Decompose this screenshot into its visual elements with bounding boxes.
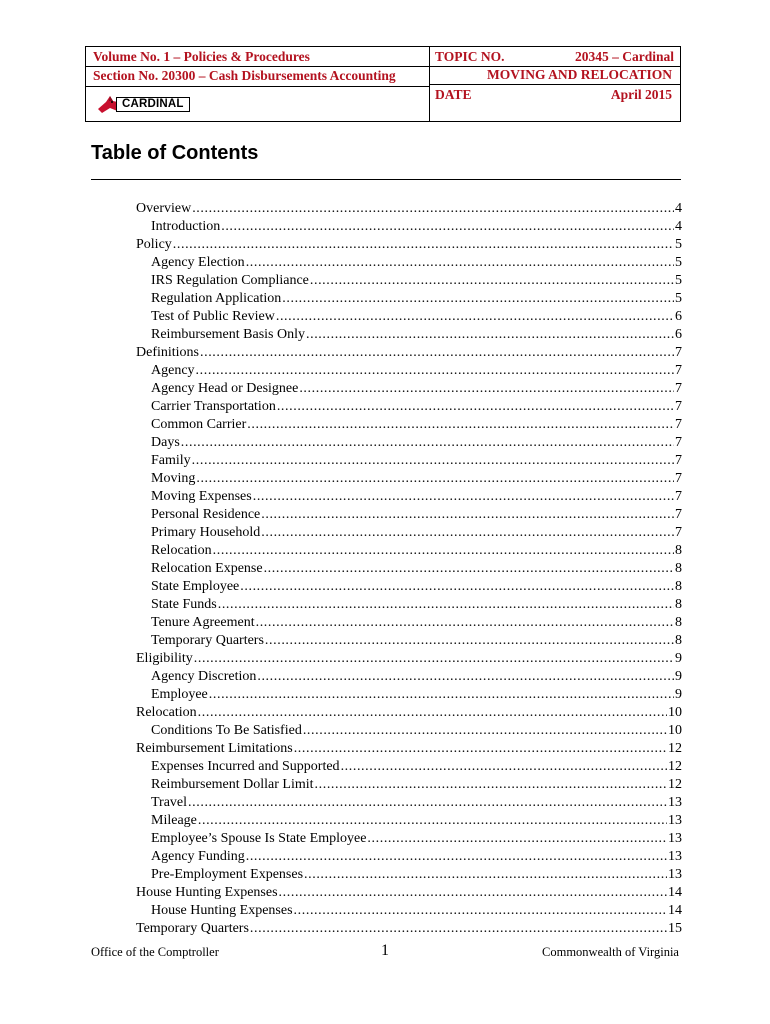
toc-leader-dots xyxy=(264,560,674,578)
toc-entry-page: 5 xyxy=(675,273,682,288)
toc-entry[interactable] xyxy=(136,452,682,470)
toc-entry[interactable] xyxy=(136,686,682,704)
toc-entry[interactable] xyxy=(136,272,682,290)
toc-leader-dots xyxy=(198,812,667,830)
toc-entry-page: 13 xyxy=(668,795,682,810)
toc-entry[interactable] xyxy=(136,920,682,938)
toc-leader-dots xyxy=(213,542,674,560)
toc-entry-label: Relocation Expense xyxy=(151,561,263,576)
toc-entry[interactable] xyxy=(136,596,682,614)
toc-leader-dots xyxy=(279,884,667,902)
toc-entry[interactable] xyxy=(136,902,682,920)
toc-entry-label: Employee xyxy=(151,687,208,702)
toc-entry[interactable] xyxy=(136,434,682,452)
toc-leader-dots xyxy=(315,776,667,794)
toc-entry-page: 13 xyxy=(668,867,682,882)
toc-entry-label: Mileage xyxy=(151,813,197,828)
toc-leader-dots xyxy=(200,344,674,362)
toc-leader-dots xyxy=(192,200,674,218)
topic-value: 20345 – Cardinal xyxy=(574,49,674,64)
toc-leader-dots xyxy=(303,722,667,740)
toc-entry-page: 13 xyxy=(668,831,682,846)
toc-leader-dots xyxy=(299,380,674,398)
logo-box xyxy=(116,97,190,112)
topic-title: MOVING AND RELOCATION xyxy=(486,67,672,82)
toc-leader-dots xyxy=(198,704,667,722)
toc-entry-label: State Funds xyxy=(151,597,217,612)
toc-entry-page: 6 xyxy=(675,327,682,342)
toc-entry[interactable] xyxy=(136,776,682,794)
header-divider-left-1 xyxy=(86,66,429,67)
toc-entry-label: State Employee xyxy=(151,579,240,594)
cardinal-logo xyxy=(94,93,194,115)
toc-entry[interactable] xyxy=(136,668,682,686)
toc-entry-page: 7 xyxy=(675,507,682,522)
toc-entry[interactable] xyxy=(136,650,682,668)
toc-entry[interactable] xyxy=(136,362,682,380)
toc-entry[interactable] xyxy=(136,812,682,830)
toc-entry-page: 7 xyxy=(675,453,682,468)
toc-entry-label: Relocation xyxy=(136,705,197,720)
toc-leader-dots xyxy=(257,668,674,686)
toc-entry-page: 7 xyxy=(675,525,682,540)
toc-leader-dots xyxy=(294,740,667,758)
toc-entry-label: Regulation Application xyxy=(151,291,282,306)
toc-leader-dots xyxy=(196,470,674,488)
footer-right: Commonwealth of Virginia xyxy=(542,945,679,959)
toc-entry[interactable] xyxy=(136,830,682,848)
topic-label: TOPIC NO. xyxy=(435,49,505,64)
toc-entry-label: Travel xyxy=(151,795,188,810)
toc-leader-dots xyxy=(221,218,674,236)
toc-leader-dots xyxy=(250,920,667,938)
toc-leader-dots xyxy=(246,254,674,272)
toc-entry-page: 12 xyxy=(668,777,682,792)
toc-entry[interactable] xyxy=(136,740,682,758)
toc-entry-page: 5 xyxy=(675,291,682,306)
toc-entry-page: 15 xyxy=(668,921,682,936)
toc-entry-label: Carrier Transportation xyxy=(151,399,276,414)
toc-leader-dots xyxy=(276,308,674,326)
toc-entry-page: 10 xyxy=(668,705,682,720)
toc-entry-label: Agency Funding xyxy=(151,849,245,864)
toc-entry-page: 7 xyxy=(675,399,682,414)
toc-leader-dots xyxy=(240,578,674,596)
toc-entry-page: 5 xyxy=(675,255,682,270)
toc-entry[interactable] xyxy=(136,542,682,560)
toc-entry[interactable] xyxy=(136,326,682,344)
toc-entry-page: 14 xyxy=(668,885,682,900)
toc-entry-page: 8 xyxy=(675,597,682,612)
toc-entry[interactable] xyxy=(136,254,682,272)
toc-entry-page: 7 xyxy=(675,471,682,486)
toc-entry-page: 13 xyxy=(668,813,682,828)
toc-leader-dots xyxy=(196,362,674,380)
toc-entry[interactable] xyxy=(136,344,682,362)
toc-leader-dots xyxy=(192,452,674,470)
toc-leader-dots xyxy=(247,416,674,434)
toc-entry-page: 7 xyxy=(675,345,682,360)
toc-entry-label: Employee’s Spouse Is State Employee xyxy=(151,831,367,846)
toc-entry-page: 7 xyxy=(675,489,682,504)
toc-entry-page: 4 xyxy=(675,201,682,216)
toc-leader-dots xyxy=(181,434,674,452)
toc-entry[interactable] xyxy=(136,758,682,776)
toc-entry-label: Personal Residence xyxy=(151,507,261,522)
toc-entry-label: Reimbursement Limitations xyxy=(136,741,293,756)
toc-entry-page: 12 xyxy=(668,759,682,774)
toc-entry-label: Policy xyxy=(136,237,172,252)
toc-entry[interactable] xyxy=(136,200,682,218)
toc-entry-page: 8 xyxy=(675,561,682,576)
toc-leader-dots xyxy=(282,290,674,308)
section-label: Section No. 20300 – Cash Disbursements Accounting xyxy=(93,68,396,83)
volume-label: Volume No. 1 – Policies & Procedures xyxy=(93,49,310,64)
toc-entry[interactable] xyxy=(136,218,682,236)
toc-entry-label: Agency Head or Designee xyxy=(151,381,299,396)
toc-entry-page: 7 xyxy=(675,381,682,396)
page-title: Table of Contents xyxy=(91,142,259,164)
toc-leader-dots xyxy=(265,632,674,650)
toc-entry-page: 6 xyxy=(675,309,682,324)
toc-entry-label: IRS Regulation Compliance xyxy=(151,273,309,288)
toc-entry-page: 8 xyxy=(675,633,682,648)
toc-entry[interactable] xyxy=(136,560,682,578)
header-divider-right-2 xyxy=(429,84,680,85)
document-header xyxy=(85,46,681,122)
toc-entry[interactable] xyxy=(136,578,682,596)
toc-leader-dots xyxy=(294,902,667,920)
toc-entry-label: Common Carrier xyxy=(151,417,247,432)
toc-entry[interactable] xyxy=(136,704,682,722)
toc-entry-label: Agency Discretion xyxy=(151,669,257,684)
toc-leader-dots xyxy=(306,326,674,344)
toc-entry-label: Tenure Agreement xyxy=(151,615,255,630)
toc-entry-label: Conditions To Be Satisfied xyxy=(151,723,302,738)
toc-entry[interactable] xyxy=(136,524,682,542)
toc-leader-dots xyxy=(341,758,667,776)
toc-entry-label: Family xyxy=(151,453,191,468)
toc-entry-page: 10 xyxy=(668,723,682,738)
toc-leader-dots xyxy=(261,524,674,542)
toc-entry-label: Temporary Quarters xyxy=(151,633,264,648)
toc-leader-dots xyxy=(194,650,674,668)
toc-entry-label: Expenses Incurred and Supported xyxy=(151,759,340,774)
toc-entry-page: 4 xyxy=(675,219,682,234)
toc-entry-page: 12 xyxy=(668,741,682,756)
toc-entry[interactable] xyxy=(136,848,682,866)
title-rule xyxy=(91,179,681,180)
header-divider-left-2 xyxy=(86,86,429,87)
toc-leader-dots xyxy=(367,830,667,848)
logo-text: CARDINAL xyxy=(122,98,184,110)
toc-entry[interactable] xyxy=(136,470,682,488)
toc-entry[interactable] xyxy=(136,722,682,740)
toc-entry-page: 9 xyxy=(675,687,682,702)
toc-entry-page: 5 xyxy=(675,237,682,252)
toc-entry-label: House Hunting Expenses xyxy=(151,903,293,918)
toc-entry[interactable] xyxy=(136,308,682,326)
footer-page-number: 1 xyxy=(381,942,389,959)
toc-leader-dots xyxy=(173,236,674,254)
toc-entry[interactable] xyxy=(136,794,682,812)
footer-left: Office of the Comptroller xyxy=(91,945,219,959)
toc-leader-dots xyxy=(310,272,674,290)
date-value: April 2015 xyxy=(610,87,672,102)
toc-entry[interactable] xyxy=(136,506,682,524)
toc-entry[interactable] xyxy=(136,632,682,650)
toc-leader-dots xyxy=(256,614,674,632)
toc-entry-label: Overview xyxy=(136,201,192,216)
toc-entry-page: 8 xyxy=(675,615,682,630)
date-label: DATE xyxy=(435,87,472,102)
toc-entry-page: 9 xyxy=(675,669,682,684)
toc-leader-dots xyxy=(253,488,674,506)
toc-entry-label: Test of Public Review xyxy=(151,309,275,324)
toc-entry-label: Eligibility xyxy=(136,651,193,666)
toc-entry-page: 9 xyxy=(675,651,682,666)
toc-entry-label: Pre-Employment Expenses xyxy=(151,867,304,882)
toc-entry-label: Reimbursement Basis Only xyxy=(151,327,305,342)
toc-entry-page: 14 xyxy=(668,903,682,918)
toc-entry[interactable] xyxy=(136,236,682,254)
toc-entry[interactable] xyxy=(136,884,682,902)
toc-entry[interactable] xyxy=(136,398,682,416)
toc-entry-label: Reimbursement Dollar Limit xyxy=(151,777,314,792)
toc-leader-dots xyxy=(304,866,667,884)
toc-leader-dots xyxy=(188,794,667,812)
toc-entry-label: Agency xyxy=(151,363,195,378)
toc-entry-label: Moving Expenses xyxy=(151,489,252,504)
toc-entry[interactable] xyxy=(136,380,682,398)
toc-entry-label: Definitions xyxy=(136,345,199,360)
toc-leader-dots xyxy=(277,398,674,416)
toc-entry-page: 8 xyxy=(675,543,682,558)
toc-entry-page: 13 xyxy=(668,849,682,864)
toc-entry-label: Moving xyxy=(151,471,196,486)
toc-entry-page: 7 xyxy=(675,363,682,378)
toc-leader-dots xyxy=(261,506,674,524)
toc-entry[interactable] xyxy=(136,416,682,434)
toc-entry[interactable] xyxy=(136,614,682,632)
toc-leader-dots xyxy=(246,848,667,866)
toc-entry-label: Temporary Quarters xyxy=(136,921,249,936)
toc-entry-page: 7 xyxy=(675,417,682,432)
toc-entry[interactable] xyxy=(136,290,682,308)
table-of-contents xyxy=(136,200,682,938)
toc-entry-label: Introduction xyxy=(151,219,221,234)
toc-entry-label: Agency Election xyxy=(151,255,245,270)
toc-entry-page: 8 xyxy=(675,579,682,594)
toc-entry-label: Days xyxy=(151,435,180,450)
toc-leader-dots xyxy=(218,596,674,614)
toc-entry[interactable] xyxy=(136,488,682,506)
toc-entry-label: House Hunting Expenses xyxy=(136,885,278,900)
toc-leader-dots xyxy=(209,686,674,704)
toc-entry-page: 7 xyxy=(675,435,682,450)
toc-entry-label: Primary Household xyxy=(151,525,261,540)
toc-entry-label: Relocation xyxy=(151,543,212,558)
toc-entry[interactable] xyxy=(136,866,682,884)
